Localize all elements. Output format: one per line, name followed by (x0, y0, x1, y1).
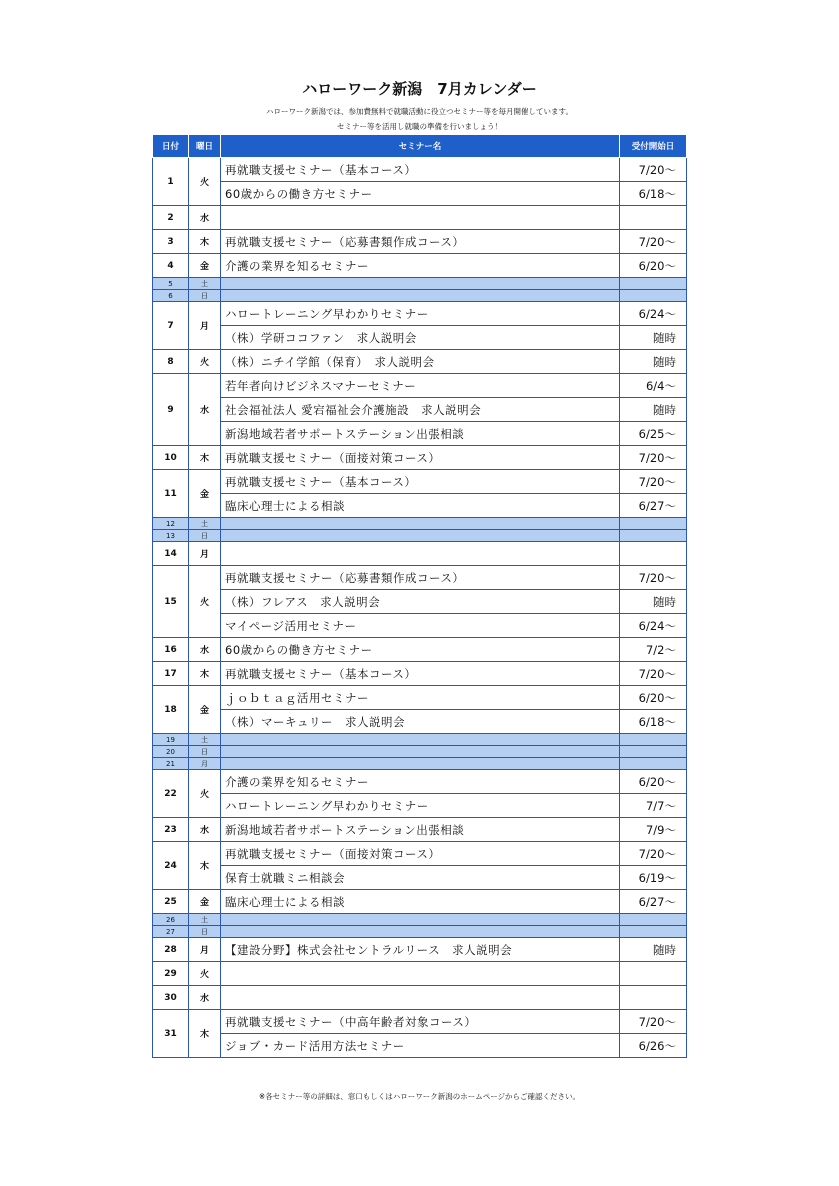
weekday: 金 (189, 470, 221, 518)
reception-start-date: 6/27～ (620, 494, 687, 518)
seminar-name-empty (221, 530, 620, 542)
reception-start-date-empty (620, 746, 687, 758)
weekend-row (153, 746, 687, 758)
reception-start-date: 6/18～ (620, 182, 687, 206)
day-number: 13 (153, 530, 189, 542)
table-row (153, 494, 687, 518)
weekend-row (153, 914, 687, 926)
reception-start-date: 随時 (620, 938, 687, 962)
reception-start-date: 随時 (620, 350, 687, 374)
weekday: 火 (189, 770, 221, 818)
column-header-day: 日付 (153, 135, 189, 158)
weekday: 火 (189, 566, 221, 638)
weekday: 水 (189, 206, 221, 230)
reception-start-date: 7/20～ (620, 470, 687, 494)
seminar-name: （株）学研ココファン 求人説明会 (221, 326, 620, 350)
seminar-name: ハロートレーニング早わかりセミナー (221, 794, 620, 818)
day-number: 16 (153, 638, 189, 662)
weekend-row (153, 734, 687, 746)
day-number: 2 (153, 206, 189, 230)
day-number: 20 (153, 746, 189, 758)
table-row (153, 206, 687, 230)
weekday: 土 (189, 914, 221, 926)
reception-start-date: 随時 (620, 590, 687, 614)
reception-start-date: 6/24～ (620, 302, 687, 326)
day-number: 22 (153, 770, 189, 818)
day-number: 7 (153, 302, 189, 350)
reception-start-date: 6/25～ (620, 422, 687, 446)
reception-start-date: 6/4～ (620, 374, 687, 398)
table-row (153, 662, 687, 686)
footer-note: ※各セミナー等の詳細は、窓口もしくはハローワーク新潟のホームページからご確認ください。 (258, 1092, 581, 1101)
seminar-name: 再就職支援セミナー（基本コース） (221, 158, 620, 182)
seminar-name: （株）フレアス 求人説明会 (221, 590, 620, 614)
table-row (153, 158, 687, 182)
reception-start-date: 6/18～ (620, 710, 687, 734)
seminar-name: 60歳からの働き方セミナー (221, 638, 620, 662)
day-number: 21 (153, 758, 189, 770)
seminar-name-empty (221, 926, 620, 938)
seminar-name-empty (221, 542, 620, 566)
seminar-name: 再就職支援セミナー（中高年齢者対象コース） (221, 1010, 620, 1034)
weekend-row (153, 758, 687, 770)
weekday: 金 (189, 686, 221, 734)
weekday: 水 (189, 638, 221, 662)
weekday: 水 (189, 374, 221, 446)
day-number: 6 (153, 290, 189, 302)
table-row (153, 866, 687, 890)
table-row (153, 938, 687, 962)
reception-start-date: 7/20～ (620, 446, 687, 470)
subtitle-line-2: セミナー等を活用し就職の準備を行いましょう！ (337, 122, 502, 131)
reception-start-date: 6/27～ (620, 890, 687, 914)
weekend-row (153, 278, 687, 290)
day-number: 14 (153, 542, 189, 566)
reception-start-date: 6/26～ (620, 1034, 687, 1058)
seminar-name-empty (221, 746, 620, 758)
reception-start-date: 随時 (620, 326, 687, 350)
reception-start-date: 7/9～ (620, 818, 687, 842)
day-number: 25 (153, 890, 189, 914)
day-number: 5 (153, 278, 189, 290)
reception-start-date-empty (620, 926, 687, 938)
seminar-name: 臨床心理士による相談 (221, 494, 620, 518)
table-row (153, 470, 687, 494)
table-row (153, 182, 687, 206)
seminar-name: 社会福祉法人 愛宕福祉会介護施設 求人説明会 (221, 398, 620, 422)
table-row (153, 326, 687, 350)
weekday: 月 (189, 758, 221, 770)
reception-start-date-empty (620, 290, 687, 302)
table-row (153, 350, 687, 374)
day-number: 24 (153, 842, 189, 890)
reception-start-date-empty (620, 914, 687, 926)
reception-start-date: 7/20～ (620, 1010, 687, 1034)
column-header-weekday: 曜日 (189, 135, 221, 158)
weekday: 水 (189, 818, 221, 842)
seminar-name: 保育士就職ミニ相談会 (221, 866, 620, 890)
seminar-name: ｊｏｂｔａｇ活用セミナー (221, 686, 620, 710)
day-number: 4 (153, 254, 189, 278)
reception-start-date: 6/20～ (620, 770, 687, 794)
day-number: 15 (153, 566, 189, 638)
table-row (153, 986, 687, 1010)
reception-start-date-empty (620, 518, 687, 530)
table-row (153, 590, 687, 614)
table-row (153, 374, 687, 398)
day-number: 29 (153, 962, 189, 986)
seminar-name-empty (221, 914, 620, 926)
seminar-name: （株）マーキュリー 求人説明会 (221, 710, 620, 734)
day-number: 9 (153, 374, 189, 446)
reception-start-date-empty (620, 530, 687, 542)
reception-start-date: 6/24～ (620, 614, 687, 638)
reception-start-date-empty (620, 206, 687, 230)
table-row (153, 422, 687, 446)
subtitle-line-1: ハローワーク新潟では、参加費無料で就職活動に役立つセミナー等を毎月開催しています。 (266, 107, 573, 116)
seminar-name: 再就職支援セミナー（面接対策コース） (221, 446, 620, 470)
reception-start-date-empty (620, 734, 687, 746)
seminar-name: 60歳からの働き方セミナー (221, 182, 620, 206)
weekend-row (153, 290, 687, 302)
weekend-row (153, 530, 687, 542)
weekend-row (153, 926, 687, 938)
weekday: 木 (189, 230, 221, 254)
table-row (153, 566, 687, 590)
day-number: 12 (153, 518, 189, 530)
day-number: 28 (153, 938, 189, 962)
seminar-name-empty (221, 278, 620, 290)
seminar-name-empty (221, 734, 620, 746)
reception-start-date-empty (620, 542, 687, 566)
table-row (153, 302, 687, 326)
reception-start-date: 7/20～ (620, 662, 687, 686)
day-number: 10 (153, 446, 189, 470)
reception-start-date: 6/20～ (620, 254, 687, 278)
seminar-name: 再就職支援セミナー（応募書類作成コース） (221, 230, 620, 254)
reception-start-date: 6/19～ (620, 866, 687, 890)
day-number: 11 (153, 470, 189, 518)
table-row (153, 614, 687, 638)
weekday: 金 (189, 890, 221, 914)
seminar-name: ハロートレーニング早わかりセミナー (221, 302, 620, 326)
reception-start-date: 7/20～ (620, 566, 687, 590)
seminar-name: 若年者向けビジネスマナーセミナー (221, 374, 620, 398)
seminar-name: 介護の業界を知るセミナー (221, 770, 620, 794)
table-row (153, 446, 687, 470)
table-row (153, 962, 687, 986)
reception-start-date: 6/20～ (620, 686, 687, 710)
day-number: 1 (153, 158, 189, 206)
weekday: 金 (189, 254, 221, 278)
seminar-name: 再就職支援セミナー（基本コース） (221, 470, 620, 494)
weekday: 月 (189, 302, 221, 350)
day-number: 30 (153, 986, 189, 1010)
weekday: 火 (189, 962, 221, 986)
reception-start-date-empty (620, 758, 687, 770)
table-row (153, 542, 687, 566)
seminar-name-empty (221, 518, 620, 530)
table-row (153, 890, 687, 914)
column-header-seminar: セミナー名 (221, 135, 620, 158)
table-row (153, 794, 687, 818)
seminar-name: 新潟地域若者サポートステーション出張相談 (221, 818, 620, 842)
weekday: 火 (189, 350, 221, 374)
weekday: 水 (189, 986, 221, 1010)
weekday: 木 (189, 662, 221, 686)
reception-start-date: 7/20～ (620, 230, 687, 254)
weekday: 木 (189, 842, 221, 890)
page-title: ハローワーク新潟 7月カレンダー (302, 80, 537, 98)
weekday: 日 (189, 290, 221, 302)
day-number: 8 (153, 350, 189, 374)
reception-start-date: 7/7～ (620, 794, 687, 818)
seminar-name: マイページ活用セミナー (221, 614, 620, 638)
table-row (153, 1034, 687, 1058)
reception-start-date-empty (620, 278, 687, 290)
weekday: 月 (189, 938, 221, 962)
table-row (153, 638, 687, 662)
table-row (153, 1010, 687, 1034)
seminar-calendar-table (152, 134, 687, 1058)
seminar-name: 【建設分野】株式会社セントラルリース 求人説明会 (221, 938, 620, 962)
seminar-name: 介護の業界を知るセミナー (221, 254, 620, 278)
table-row (153, 818, 687, 842)
seminar-name: （株）ニチイ学館（保育） 求人説明会 (221, 350, 620, 374)
seminar-name: 再就職支援セミナー（面接対策コース） (221, 842, 620, 866)
weekend-row (153, 518, 687, 530)
seminar-name-empty (221, 758, 620, 770)
seminar-name-empty (221, 206, 620, 230)
weekday: 火 (189, 158, 221, 206)
weekday: 土 (189, 518, 221, 530)
day-number: 26 (153, 914, 189, 926)
column-header-start-date: 受付開始日 (620, 135, 687, 158)
day-number: 19 (153, 734, 189, 746)
day-number: 18 (153, 686, 189, 734)
weekday: 土 (189, 734, 221, 746)
table-row (153, 710, 687, 734)
seminar-name: 臨床心理士による相談 (221, 890, 620, 914)
weekday: 月 (189, 542, 221, 566)
seminar-name: 新潟地域若者サポートステーション出張相談 (221, 422, 620, 446)
seminar-name-empty (221, 290, 620, 302)
day-number: 3 (153, 230, 189, 254)
day-number: 23 (153, 818, 189, 842)
reception-start-date-empty (620, 962, 687, 986)
reception-start-date: 7/20～ (620, 158, 687, 182)
reception-start-date-empty (620, 986, 687, 1010)
table-row (153, 770, 687, 794)
weekday: 土 (189, 278, 221, 290)
calendar-body (153, 158, 687, 1058)
weekday: 木 (189, 1010, 221, 1058)
day-number: 17 (153, 662, 189, 686)
table-row (153, 254, 687, 278)
table-row (153, 230, 687, 254)
day-number: 31 (153, 1010, 189, 1058)
seminar-name-empty (221, 986, 620, 1010)
table-row (153, 398, 687, 422)
day-number: 27 (153, 926, 189, 938)
weekday: 日 (189, 530, 221, 542)
table-row (153, 842, 687, 866)
reception-start-date: 7/2～ (620, 638, 687, 662)
weekday: 木 (189, 446, 221, 470)
table-row (153, 686, 687, 710)
weekday: 日 (189, 746, 221, 758)
seminar-name: 再就職支援セミナー（基本コース） (221, 662, 620, 686)
seminar-name: ジョブ・カード活用方法セミナー (221, 1034, 620, 1058)
weekday: 日 (189, 926, 221, 938)
reception-start-date: 7/20～ (620, 842, 687, 866)
reception-start-date: 随時 (620, 398, 687, 422)
seminar-name-empty (221, 962, 620, 986)
seminar-name: 再就職支援セミナー（応募書類作成コース） (221, 566, 620, 590)
